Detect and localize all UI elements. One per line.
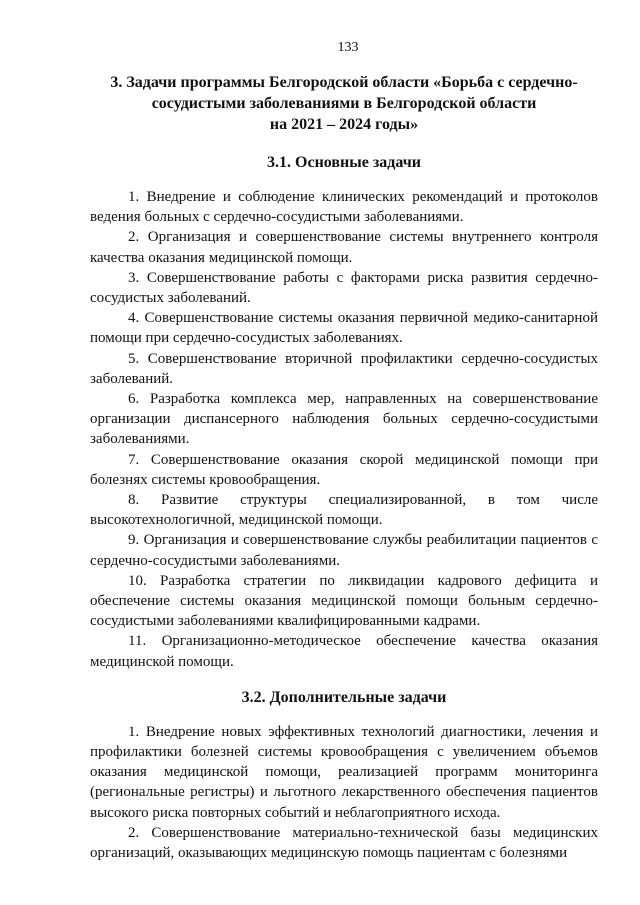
- list-item: 3. Совершенствование работы с факторами риска развития сердечно-сосудистых заболеваний.: [90, 269, 598, 307]
- additional-tasks-list: [90, 722, 598, 863]
- title-line-3: на 2021 – 2024 годы»: [269, 116, 419, 133]
- main-tasks-list: [90, 187, 598, 672]
- list-item: 1. Внедрение новых эффективных технологий диагностики, лечения и профилактики болезней системы кровообращения с увеличением объемов оказания медицинской помощи, реализацией программ мониторинга (региональные регистры) и льготного лекарственного обеспечения пациентов высокого риска повторных событий и неблагоприятного исхода.: [90, 723, 598, 821]
- list-item: 9. Организация и совершенствование службы реабилитации пациентов с сердечно-сосудистыми заболеваниями.: [90, 532, 598, 569]
- list-item: 1. Внедрение и соблюдение клинических рекомендаций и протоколов ведения больных с сердечно-сосудистыми заболеваниями.: [90, 189, 598, 226]
- document-title: [90, 72, 598, 135]
- list-item: 2. Организация и совершенствование системы внутреннего контроля качества оказания медицинской помощи.: [90, 229, 598, 266]
- list-item: 5. Совершенствование вторичной профилактики сердечно-сосудистых заболеваний.: [90, 350, 598, 387]
- list-item: 11. Организационно-методическое обеспечение качества оказания медицинской помощи.: [90, 633, 598, 670]
- title-line-1: 3. Задачи программы Белгородской области «Борьба с сердечно-: [110, 74, 578, 91]
- list-item: 2. Совершенствование материально-технической базы медицинских организаций, оказывающих медицинскую помощь пациентам с болезнями: [90, 824, 598, 862]
- list-item: 4. Совершенствование системы оказания первичной медико-санитарной помощи при сердечно-сосудистых заболеваниях.: [90, 310, 598, 347]
- list-item: 7. Совершенствование оказания скорой медицинской помощи при болезнях системы кровообращения.: [90, 451, 598, 488]
- section-heading-main-tasks: 3.1. Основные задачи: [267, 154, 421, 171]
- page-number: 133: [337, 40, 359, 55]
- list-item: 6. Разработка комплекса мер, направленных на совершенствование организации диспансерного наблюдения больных сердечно-сосудистыми заболеваниями.: [90, 391, 598, 448]
- list-item: 10. Разработка стратегии по ликвидации кадрового дефицита и обеспечение системы оказания медицинской помощи больным сердечно-сосудистыми заболеваниями квалифицированными кадрами.: [90, 572, 598, 630]
- title-line-2: сосудистыми заболеваниями в Белгородской области: [151, 95, 537, 112]
- list-item: 8. Развитие структуры специализированной, в том числе высокотехнологичной, медицинской помощи.: [90, 492, 598, 529]
- section-heading-additional-tasks: 3.2. Дополнительные задачи: [241, 688, 447, 706]
